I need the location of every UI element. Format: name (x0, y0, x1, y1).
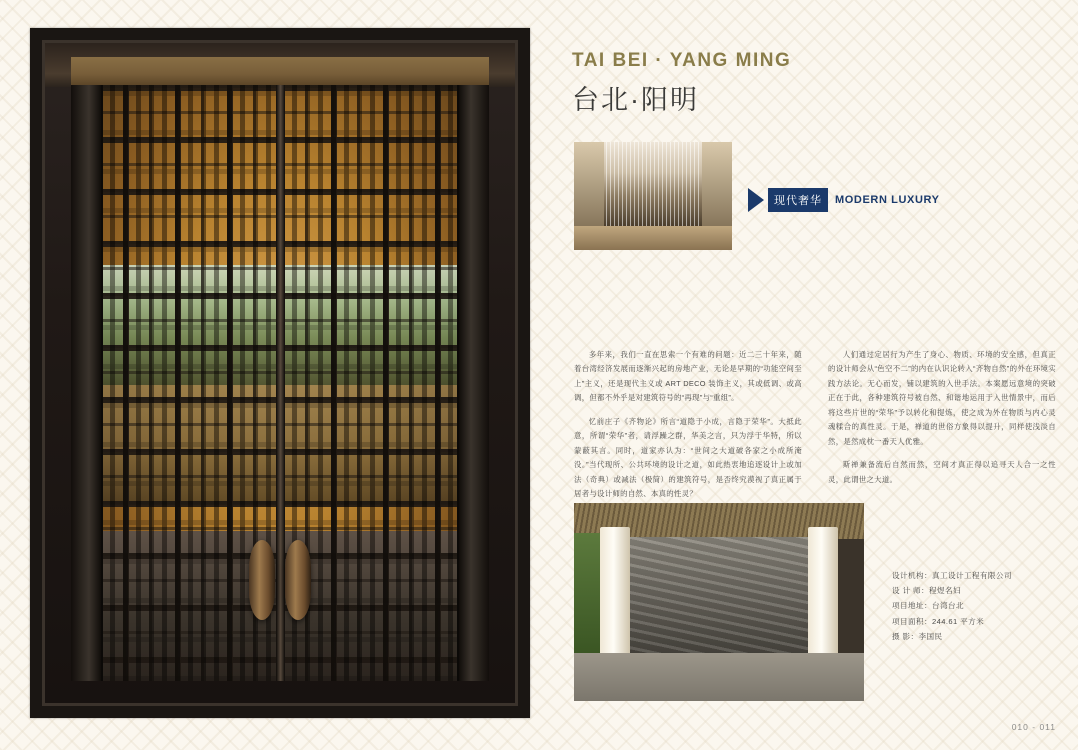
door-handle-left (249, 540, 275, 620)
credit-line: 设计机构：真工设计工程有限公司 (892, 571, 1012, 580)
pillar-left (600, 527, 630, 667)
door-handles (246, 540, 314, 620)
transom-band (45, 43, 515, 87)
door-frame (42, 40, 518, 706)
credit-line: 项目面积：244.61 平方米 (892, 616, 985, 626)
page-title-cn: 台北·阳明 (572, 85, 699, 115)
photo-chandelier-ceiling (574, 142, 732, 250)
section-badge (748, 188, 940, 212)
door-lattice-panel (71, 85, 489, 681)
article-column-right (828, 348, 1056, 510)
paragraph: 忆前庄子《齐物论》所言“道隐于小成，言隐于荣华”。大抵此意，所谓“荣华”者，请浮躁之群，华美之言，只为浮于华特，所以蒙蔽其言。同时，道家亦认为：“世间之大道破各家之小成所淹没。”当代现所、公共环境的设计之道，如此热衷地追逐设计上或加法（奇典）或减法（极简）的建筑符号，是否终究漠视了真正属于居者与设计师的自然、本真的性灵？ (574, 416, 802, 498)
door-stile-left (71, 85, 103, 681)
textured-stone-wall (614, 537, 824, 655)
lobby-floor (574, 226, 732, 250)
door-stile-right (457, 85, 489, 681)
transom-glass (71, 57, 489, 87)
paragraph: 人们通过定居行为产生了身心、物质、环境的安全感，但真正的设计师会从“色空不二”的内在认识论转入“齐物自然”的外在环境实践方法论。无心而发，铺以建筑的入世手法。本案愿远意境的突破正在于此，各种建筑符号被自然、和谐地运用于入世情景中，而后将这些片世的“荣华”予以转化和提炼，使之成为外在物质与内心灵魂糅合的真性灵。于是，禅道的世俗方象得以提升，同样使浅淡自然，是然成枕一番天人优雅。 (828, 350, 1056, 446)
main-photo-entrance-doors (30, 28, 530, 718)
paragraph: 多年来，我们一直在思索一个有难的问题：近二三十年来，随着台湾经济发展而逐渐兴起的房地产业，无论是早期的“功能空间至上”主义，还是现代主义或 ART DECO 装饰主义，其或低调、或高调，但都不外乎是对建筑符号的“再现”与“重组”。 (574, 350, 802, 403)
badge-label-en: MODERN LUXURY (835, 194, 940, 206)
credit-line: 项目地址：台湾台北 (892, 601, 964, 611)
photo-stone-wall-corridor (574, 503, 864, 701)
article-body (574, 348, 1056, 510)
credit-line: 摄 影：李国民 (892, 631, 943, 641)
paragraph: 斯禅兼备流后自然而然，空间才真正得以追寻天人合一之性灵，此谓世之大道。 (828, 460, 1056, 484)
right-page (552, 0, 1078, 750)
arrow-right-icon (748, 188, 764, 212)
badge-label-cn: 现代奢华 (768, 188, 828, 212)
page-title-en: TAI BEI · YANG MING (572, 50, 792, 71)
pillar-right (808, 527, 838, 667)
corridor-floor (574, 653, 864, 701)
article-column-left (574, 348, 802, 510)
project-credits (892, 568, 1012, 644)
page-number: 010 - 011 (1011, 722, 1056, 732)
door-handle-right (285, 540, 311, 620)
credit-line: 设 计 师：程煜名妇 (892, 586, 961, 596)
